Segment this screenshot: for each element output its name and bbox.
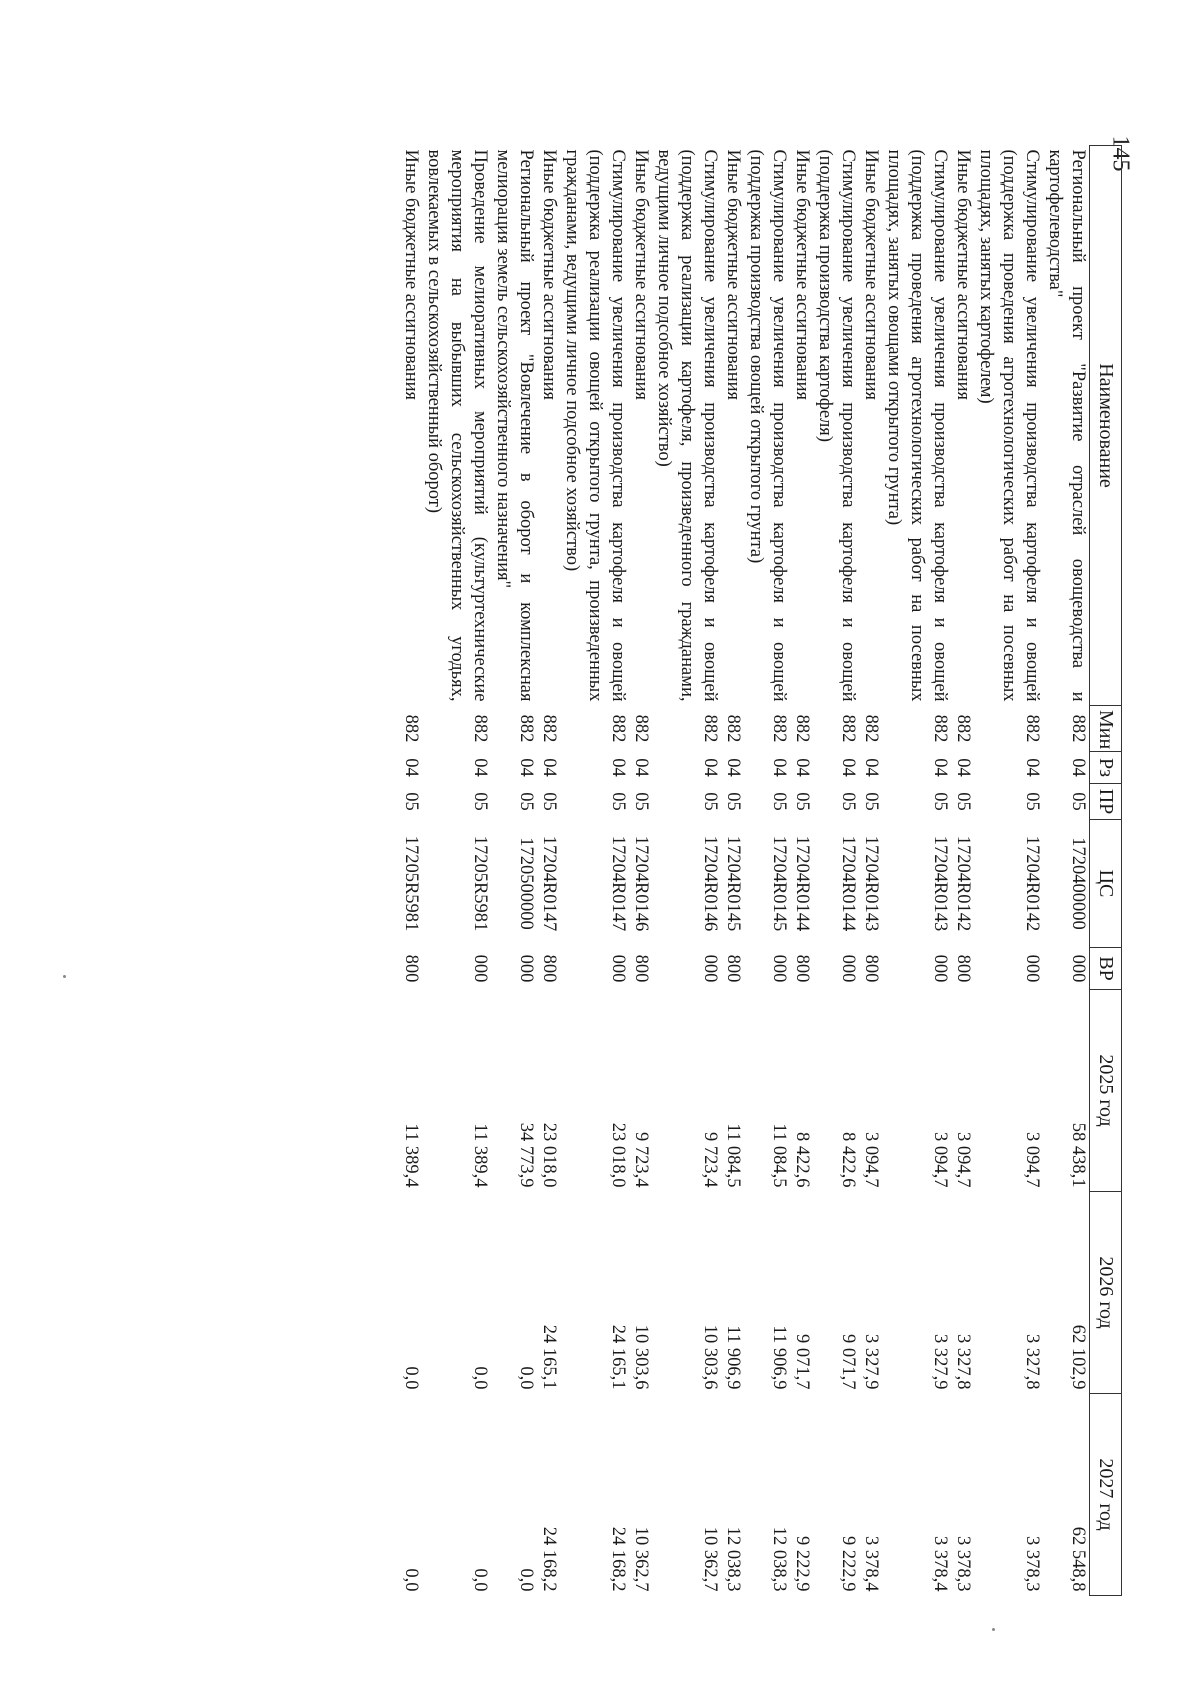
row-rz: 04 [930,758,950,777]
table-row [721,146,744,1596]
row-2027: 0,0 [401,1568,421,1592]
row-2025: 8 422,6 [792,1132,812,1188]
row-pr: 05 [930,792,950,811]
row-min: 882 [470,714,490,743]
row-2027: 24 168,2 [539,1526,559,1592]
row-name: Стимулирование увеличения производства картофеля и овощей (поддержка производства картофеля) [815,149,858,702]
row-rz: 04 [1022,758,1042,777]
row-name: Стимулирование увеличения производства картофеля и овощей (поддержка производства овощей открытого грунта) [746,149,789,702]
row-2027: 9 222,9 [838,1536,858,1592]
row-vr: 000 [838,954,858,983]
row-2027: 3 378,3 [953,1536,973,1592]
row-min: 882 [769,714,789,743]
row-2026: 3 327,9 [930,1334,950,1390]
row-pr: 05 [769,792,789,811]
rotated-page [192,145,1122,1595]
row-vr: 000 [700,954,720,983]
row-name: Иные бюджетные ассигнования [539,149,559,401]
row-vr: 800 [401,954,421,983]
row-rz: 04 [470,758,490,777]
row-rz: 04 [401,758,421,777]
row-vr: 000 [470,954,490,983]
row-min: 882 [539,714,559,743]
row-2026: 9 071,7 [838,1334,858,1390]
row-rz: 04 [838,758,858,777]
row-2025: 9 723,4 [631,1132,651,1188]
row-min: 882 [516,714,536,743]
row-name: Проведение мелиоративных мероприятий (культуртехнические мероприятия на выбывших сельскохозяйственных угодьях, вовлекаемых в сельскохозяйственный оборот) [424,149,490,702]
row-cs: 17205R5981 [470,835,490,932]
header-cs: ЦС [1090,820,1122,948]
row-2026: 10 303,6 [700,1324,720,1390]
row-rz: 04 [953,758,973,777]
row-pr: 05 [516,792,536,811]
row-vr: 800 [723,954,743,983]
row-name: Иные бюджетные ассигнования [861,149,881,401]
row-pr: 05 [608,792,628,811]
row-2025: 11 084,5 [769,1123,789,1188]
row-2025: 58 438,1 [1068,1122,1088,1188]
row-vr: 800 [861,954,881,983]
row-2026: 0,0 [401,1366,421,1390]
row-name: Иные бюджетные ассигнования [953,149,973,401]
table-row [537,146,560,1596]
row-min: 882 [792,714,812,743]
row-cs: 17204R0143 [861,835,881,932]
row-min: 882 [953,714,973,743]
row-cs: 17204R0143 [930,835,950,932]
row-2027: 12 038,3 [723,1526,743,1592]
row-pr: 05 [838,792,858,811]
table-row [399,146,422,1596]
row-2025: 23 018,0 [608,1122,628,1188]
row-pr: 05 [953,792,973,811]
row-name: Иные бюджетные ассигнования [792,149,812,401]
row-rz: 04 [861,758,881,777]
row-cs: 1720400000 [1068,837,1088,930]
scan-speck [63,975,66,978]
row-vr: 000 [516,954,536,983]
header-rz: Рз [1090,752,1122,784]
row-pr: 05 [539,792,559,811]
row-2027: 3 378,3 [1022,1536,1042,1592]
row-cs: 17204R0144 [838,835,858,932]
row-min: 882 [608,714,628,743]
scan-speck [992,1628,995,1631]
row-2025: 3 094,7 [1022,1132,1042,1188]
row-cs: 1720500000 [516,837,536,930]
row-2025: 11 389,4 [401,1123,421,1188]
row-2027: 3 378,4 [861,1536,881,1592]
row-2026: 3 327,8 [1022,1334,1042,1390]
header-2026: 2026 год [1090,1192,1122,1394]
row-name: Иные бюджетные ассигнования [631,149,651,401]
row-2026: 0,0 [516,1366,536,1390]
row-min: 882 [401,714,421,743]
row-min: 882 [1022,714,1042,743]
row-rz: 04 [792,758,812,777]
row-name: Региональный проект "Вовлечение в оборот и комплексная мелиорация земель сельскохозяйственного назначения" [493,149,536,702]
row-name: Стимулирование увеличения производства картофеля и овощей (поддержка реализации картофеля, произведенного гражданами, ведущими личное подсобное хозяйство) [654,149,720,702]
header-vr: ВР [1090,948,1122,990]
row-pr: 05 [792,792,812,811]
table-row [744,146,790,1596]
row-cs: 17204R0147 [608,835,628,932]
row-name: Иные бюджетные ассигнования [401,149,421,401]
row-vr: 000 [608,954,628,983]
table-row [974,146,1043,1596]
row-2026: 24 165,1 [608,1324,628,1390]
row-rz: 04 [539,758,559,777]
row-name: Иные бюджетные ассигнования [723,149,743,401]
table-row [882,146,951,1596]
table-row [629,146,652,1596]
table-row [790,146,813,1596]
row-2027: 9 222,9 [792,1536,812,1592]
page-number: 145 [1107,135,1134,172]
row-2026: 9 071,7 [792,1334,812,1390]
row-pr: 05 [631,792,651,811]
row-cs: 17204R0147 [539,835,559,932]
row-2025: 3 094,7 [930,1132,950,1188]
row-cs: 17205R5981 [401,835,421,932]
budget-table [399,145,1122,1596]
row-2026: 3 327,8 [953,1334,973,1390]
table-row [422,146,491,1596]
header-name: Наименование [1090,146,1122,706]
row-pr: 05 [1068,792,1088,811]
row-cs: 17204R0146 [700,835,720,932]
table-row [652,146,721,1596]
row-min: 882 [631,714,651,743]
row-min: 882 [930,714,950,743]
row-cs: 17204R0142 [1022,835,1042,932]
row-name: Стимулирование увеличения производства картофеля и овощей (поддержка проведения агротехнологических работ на посевных площадях, занятых картофелем) [976,149,1042,702]
row-2027: 12 038,3 [769,1526,789,1592]
row-min: 882 [1068,714,1088,743]
row-2025: 9 723,4 [700,1132,720,1188]
row-2025: 3 094,7 [953,1132,973,1188]
header-2025: 2025 год [1090,990,1122,1192]
header-2027: 2027 год [1090,1394,1122,1596]
row-pr: 05 [861,792,881,811]
table-row [859,146,882,1596]
row-cs: 17204R0142 [953,835,973,932]
row-vr: 800 [953,954,973,983]
header-pr: ПР [1090,784,1122,820]
row-pr: 05 [700,792,720,811]
row-cs: 17204R0145 [769,835,789,932]
row-2026: 62 102,9 [1068,1324,1088,1390]
row-vr: 800 [631,954,651,983]
row-2025: 11 389,4 [470,1123,490,1188]
row-pr: 05 [470,792,490,811]
row-vr: 000 [1068,954,1088,983]
row-rz: 04 [723,758,743,777]
table-row [813,146,859,1596]
row-min: 882 [838,714,858,743]
row-2027: 62 548,8 [1068,1526,1088,1592]
row-rz: 04 [516,758,536,777]
row-pr: 05 [401,792,421,811]
row-2025: 23 018,0 [539,1122,559,1188]
row-2027: 0,0 [516,1568,536,1592]
row-2027: 10 362,7 [631,1526,651,1592]
row-2025: 8 422,6 [838,1132,858,1188]
row-2025: 11 084,5 [723,1123,743,1188]
row-name: Региональный проект "Развитие отраслей овощеводства и картофелеводства" [1045,149,1088,702]
row-pr: 05 [723,792,743,811]
row-2026: 3 327,9 [861,1334,881,1390]
row-2027: 24 168,2 [608,1526,628,1592]
row-name: Стимулирование увеличения производства картофеля и овощей (поддержка реализации овощей открытого грунта, произведенных гражданами, ведущими личное подсобное хозяйство) [562,149,628,702]
row-2027: 0,0 [470,1568,490,1592]
row-rz: 04 [769,758,789,777]
row-cs: 17204R0145 [723,835,743,932]
table-row [491,146,537,1596]
row-vr: 000 [1022,954,1042,983]
row-2026: 11 906,9 [723,1325,743,1390]
row-min: 882 [723,714,743,743]
row-pr: 05 [1022,792,1042,811]
row-vr: 800 [539,954,559,983]
row-2026: 0,0 [470,1366,490,1390]
row-cs: 17204R0146 [631,835,651,932]
table-row [1043,146,1090,1596]
header-min: Мин [1090,706,1122,752]
row-2026: 11 906,9 [769,1325,789,1390]
row-rz: 04 [1068,758,1088,777]
row-vr: 000 [769,954,789,983]
row-2027: 10 362,7 [700,1526,720,1592]
row-min: 882 [700,714,720,743]
table-row [951,146,974,1596]
table-header-row [1090,146,1122,1596]
row-2026: 10 303,6 [631,1324,651,1390]
row-vr: 000 [930,954,950,983]
row-2025: 34 773,9 [516,1122,536,1188]
row-rz: 04 [608,758,628,777]
row-rz: 04 [700,758,720,777]
row-cs: 17204R0144 [792,835,812,932]
row-name: Стимулирование увеличения производства картофеля и овощей (поддержка проведения агротехнологических работ на посевных площадях, занятых овощами открытого грунта) [884,149,950,702]
row-min: 882 [861,714,881,743]
table-row [560,146,629,1596]
row-vr: 800 [792,954,812,983]
row-2025: 3 094,7 [861,1132,881,1188]
row-2026: 24 165,1 [539,1324,559,1390]
row-2027: 3 378,4 [930,1536,950,1592]
row-rz: 04 [631,758,651,777]
